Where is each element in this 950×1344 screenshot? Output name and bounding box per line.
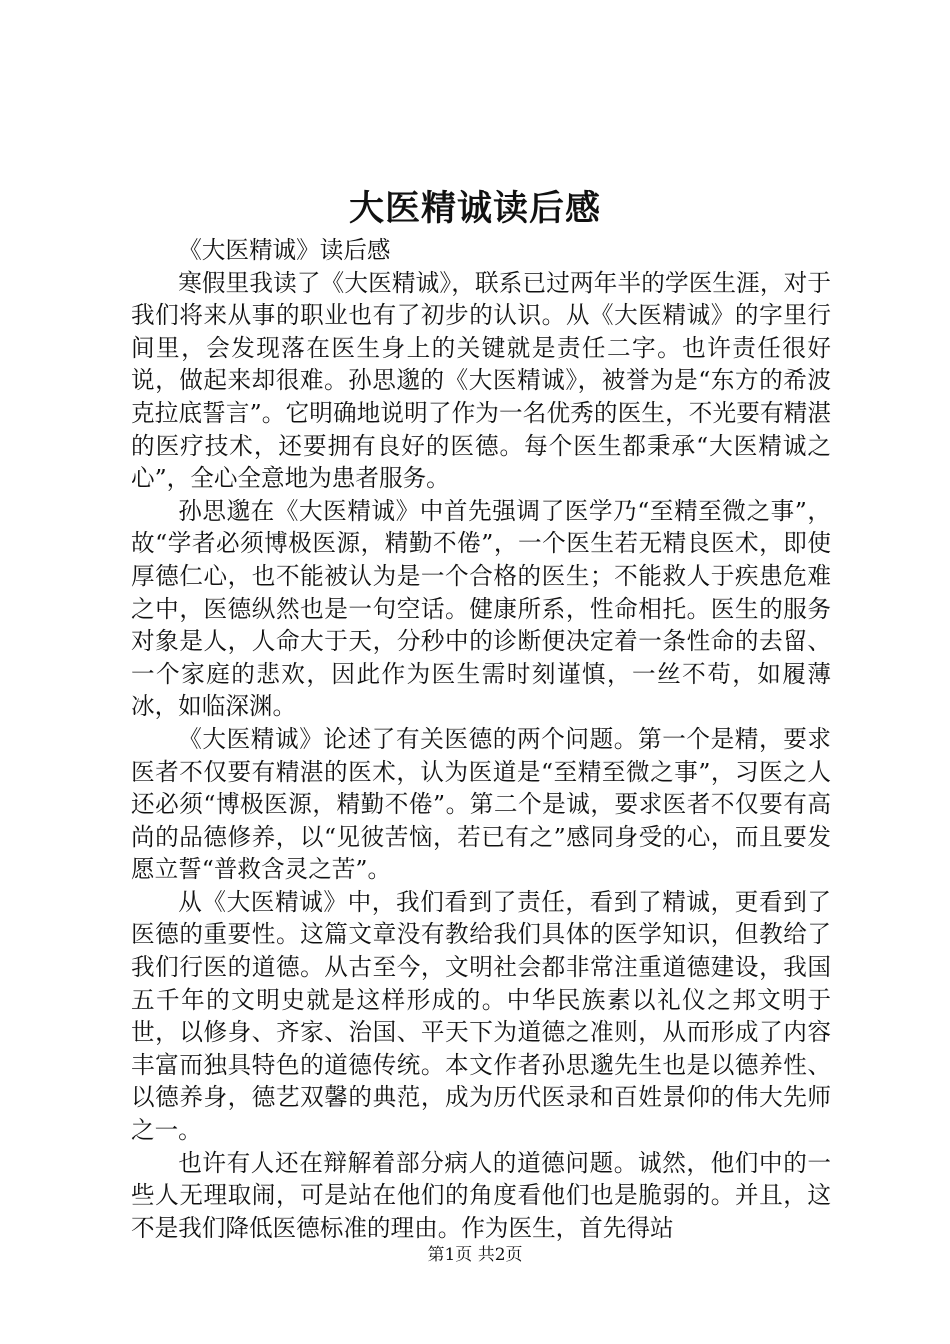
document-title: 大医精诚读后感	[348, 188, 601, 229]
paragraph: 孙思邈在《大医精诚》中首先强调了医学乃“至精至微之事”，故“学者必须博极医源，精勤不倦”，一个医生若无精良医术，即使厚德仁心，也不能被认为是一个合格的医生；不能救人于疾患危难之中，医德纵然也是一句空话。健康所系，性命相托。医生的服务对象是人，人命大于天，分秒中的诊断便决定着一条性命的去留、一个家庭的悲欢，因此作为医生需时刻谨慎，一丝不苟，如履薄冰，如临深渊。	[131, 496, 831, 721]
paragraph-subtitle: 《大医精诚》读后感	[178, 236, 391, 264]
paragraph: 也许有人还在辩解着部分病人的道德问题。诚然，他们中的一些人无理取闹，可是站在他们的角度看他们也是脆弱的。并且，这不是我们降低医德标准的理由。作为医生，首先得站	[131, 1148, 831, 1242]
paragraph: 《大医精诚》论述了有关医德的两个问题。第一个是精，要求医者不仅要有精湛的医术，认为医道是“至精至微之事”，习医之人还必须“博极医源，精勤不倦”。第二个是诚，要求医者不仅要有高尚的品德修养，以“见彼苦恼，若已有之”感同身受的心，而且要发愿立誓“普救含灵之苦”。	[131, 724, 831, 884]
document-body	[131, 234, 831, 1244]
page-number-footer: 第1页 共2页	[427, 1245, 523, 1265]
paragraph: 从《大医精诚》中，我们看到了责任，看到了精诚，更看到了医德的重要性。这篇文章没有教给我们具体的医学知识，但教给了我们行医的道德。从古至今，文明社会都非常注重道德建设，我国五千年的文明史就是这样形成的。中华民族素以礼仪之邦文明于世，以修身、齐家、治国、平天下为道德之准则，从而形成了内容丰富而独具特色的道德传统。本文作者孙思邈先生也是以德养性、以德养身，德艺双馨的典范，成为历代医录和百姓景仰的伟大先师之一。	[131, 887, 831, 1145]
paragraph: 寒假里我读了《大医精诚》，联系已过两年半的学医生涯，对于我们将来从事的职业也有了初步的认识。从《大医精诚》的字里行间里，会发现落在医生身上的关键就是责任二字。也许责任很好说，做起来却很难。孙思邈的《大医精诚》，被誉为是“东方的希波克拉底誓言”。它明确地说明了作为一名优秀的医生，不光要有精湛的医疗技术，还要拥有良好的医德。每个医生都秉承“大医精诚之心”，全心全意地为患者服务。	[131, 268, 831, 493]
